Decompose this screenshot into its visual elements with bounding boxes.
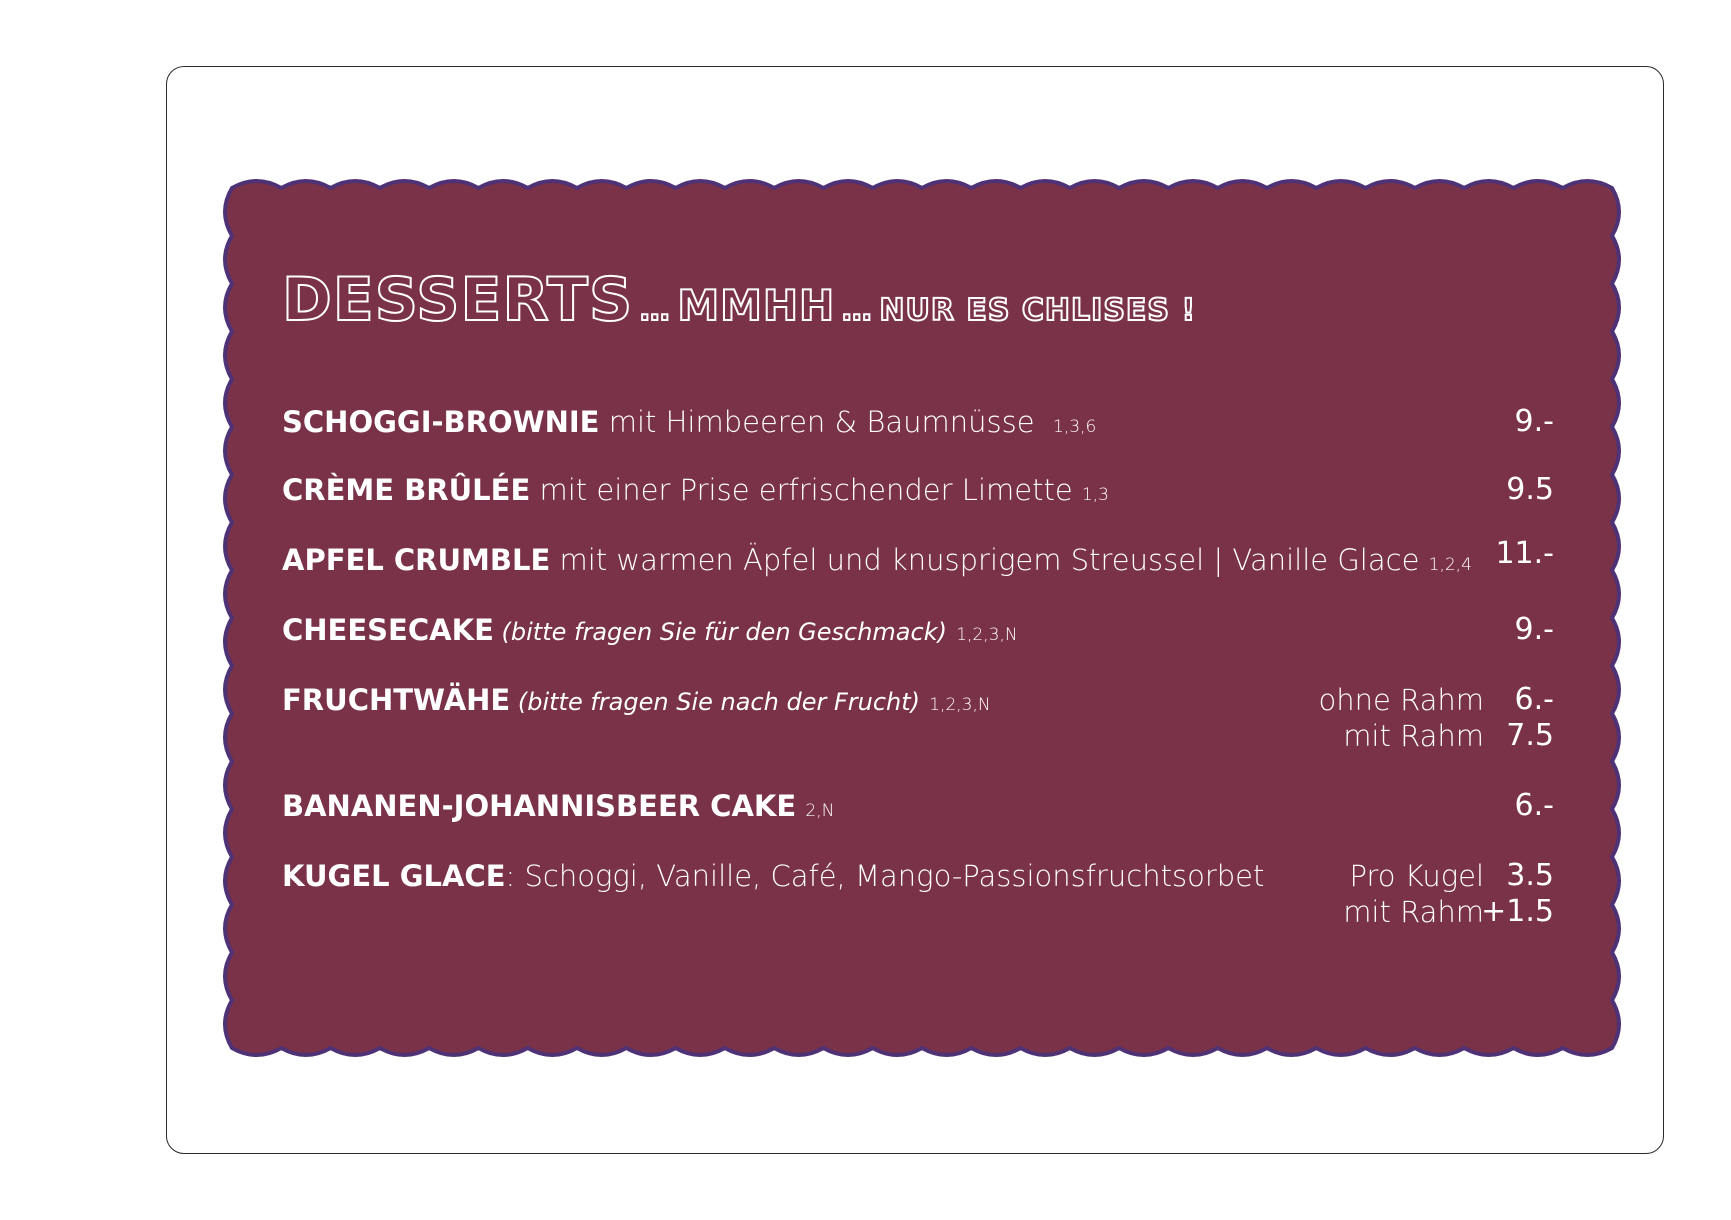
item-allergens: 1,2,4 — [1428, 555, 1472, 575]
title-ellipsis-1: … — [639, 293, 671, 328]
item-description: mit einer Prise erfrischender Limette — [530, 473, 1073, 507]
option-price: 7.5 — [1506, 718, 1554, 753]
item-allergens: 1,2,3,N — [956, 625, 1018, 645]
dessert-panel — [282, 265, 1582, 970]
title-ellipsis-2: … — [841, 293, 873, 328]
menu-item-bananen-johannisbeer-cake — [282, 786, 1554, 826]
item-price: 9.- — [1514, 404, 1554, 439]
item-allergens: 1,3,6 — [1053, 417, 1097, 437]
option-label: ohne Rahm — [1318, 683, 1484, 717]
item-price: 6.- — [1514, 788, 1554, 823]
item-allergens: 1,2,3,N — [929, 695, 991, 715]
option-label: mit Rahm — [1343, 719, 1484, 753]
menu-title — [282, 265, 1197, 335]
item-description: mit Himbeeren & Baumnüsse — [599, 405, 1035, 439]
item-name: SCHOGGI-BROWNIE — [282, 405, 600, 439]
item-allergens: 2,N — [805, 801, 835, 821]
title-tagline: NUR ES CHLISES ! — [879, 293, 1197, 328]
item-name: KUGEL GLACE — [282, 859, 506, 893]
price-option — [1194, 858, 1554, 894]
option-price: 3.5 — [1506, 858, 1554, 893]
title-mmhh: MMHH — [677, 281, 836, 330]
item-name: FRUCHTWÄHE — [282, 683, 511, 717]
price-option — [1194, 682, 1554, 718]
item-allergens: 1,3 — [1081, 485, 1109, 505]
menu-item-kugel-glace — [282, 856, 1554, 929]
price-option — [1194, 894, 1554, 930]
item-name: CHEESECAKE — [282, 613, 494, 647]
item-description: : Schoggi, Vanille, Café, Mango-Passionsfruchtsorbet — [505, 859, 1265, 893]
item-name: BANANEN-JOHANNISBEER CAKE — [282, 789, 797, 823]
option-label: mit Rahm — [1343, 895, 1484, 929]
item-description: mit warmen Äpfel und knusprigem Streussel | Vanille Glace — [550, 543, 1420, 577]
menu-item-schoggi-brownie — [282, 402, 1554, 442]
menu-item-fruchtwaehe — [282, 680, 1554, 753]
menu-item-cheesecake — [282, 610, 1554, 650]
menu-item-apfel-crumble — [282, 536, 1554, 580]
item-description: (bitte fragen Sie für den Geschmack) — [493, 618, 947, 646]
price-option — [1194, 718, 1554, 754]
title-desserts: DESSERTS — [282, 265, 634, 335]
item-price: 9.5 — [1506, 472, 1554, 507]
option-price: 6.- — [1514, 682, 1554, 717]
item-description: (bitte fragen Sie nach der Frucht) — [510, 688, 921, 716]
price-options — [1194, 858, 1554, 930]
option-price: +1.5 — [1481, 894, 1554, 929]
menu-item-creme-brulee — [282, 470, 1554, 510]
item-price: 11.- — [1495, 536, 1554, 571]
item-name: APFEL CRUMBLE — [282, 543, 551, 577]
item-price: 9.- — [1514, 612, 1554, 647]
price-options — [1194, 682, 1554, 754]
option-label: Pro Kugel — [1349, 859, 1484, 893]
item-name: CRÈME BRÛLÉE — [282, 473, 531, 507]
